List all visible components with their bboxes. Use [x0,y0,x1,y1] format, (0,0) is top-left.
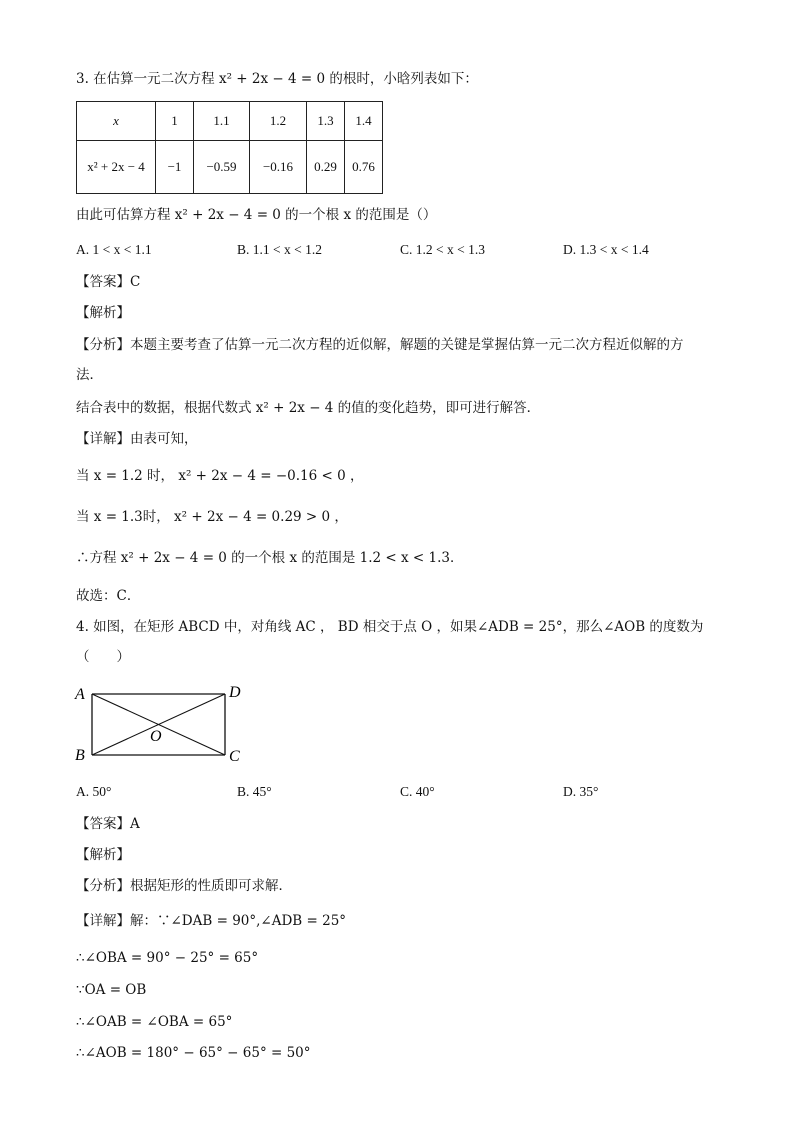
table-header-cell: 1.3 [307,102,345,141]
q3-choice: 故选：C． [76,588,141,604]
label-a: A [75,686,85,703]
q3-option-a: A. 1 < x < 1.1 [76,242,152,257]
q3-detail-line-3: 当 x = 1.3时， x² + 2x − 4 = 0.29 > 0 ， [76,509,348,525]
q4-detail-line-2: ∴∠OBA = 90° − 25° = 65° [76,950,259,966]
q3-option-b: B. 1.1 < x < 1.2 [237,242,322,257]
q4-detail-line-5: ∴∠AOB = 180° − 65° − 65° = 50° [76,1045,311,1061]
table-header-cell: 1.2 [250,102,307,141]
q4-detail-line-3: ∵OA = OB [76,982,147,998]
q4-detail-line-1: 【详解】解：∵∠DAB = 90°,∠ADB = 25° [76,913,347,929]
q4-detail-line-4: ∴∠OAB = ∠OBA = 65° [76,1014,233,1030]
table-header-cell: 1.1 [194,102,250,141]
q3-fenxi-line-3: 结合表中的数据，根据代数式 x² + 2x − 4 的值的变化趋势，即可进行解答． [76,400,541,416]
table-header-cell: x [77,102,156,141]
q3-detail-line-4: ∴方程 x² + 2x − 4 = 0 的一个根 x 的范围是 1.2 < x < 1.3． [76,550,464,566]
table-header-cell: 1.4 [345,102,383,141]
q4-option-d: D. 35° [563,784,599,799]
estimation-table [76,101,383,194]
q3-fenxi-line-2: 法． [76,367,103,383]
table-cell: 0.29 [307,141,345,194]
q4-stem-line-1: 4. 如图，在矩形 ABCD 中，对角线 AC ， BD 相交于点 O ，如果∠ADB = 25°，那么∠AOB 的度数为 [76,619,704,635]
label-c: C [229,748,240,765]
label-b: B [75,747,85,764]
table-cell: x² + 2x − 4 [77,141,156,194]
q3-question: 由此可估算方程 x² + 2x − 4 = 0 的一个根 x 的范围是（） [76,207,437,223]
q4-stem-line-2: （ ） [76,649,130,665]
table-cell: −0.59 [194,141,250,194]
q4-answer: 【答案】A [76,816,140,832]
q4-fenxi: 【分析】根据矩形的性质即可求解． [76,878,292,894]
q4-option-b: B. 45° [237,784,272,799]
q4-option-a: A. 50° [76,784,112,799]
q3-fenxi-line-1: 【分析】本题主要考查了估算一元二次方程的近似解，解题的关键是掌握估算一元二次方程近似解的方 [76,337,684,353]
label-o: O [150,728,162,745]
q3-option-d: D. 1.3 < x < 1.4 [563,242,649,257]
q3-detail-line-1: 【详解】由表可知， [76,431,198,447]
table-cell: 0.76 [345,141,383,194]
table-header-cell: 1 [156,102,194,141]
table-cell: −0.16 [250,141,307,194]
rectangle-figure [70,680,260,770]
table-cell: −1 [156,141,194,194]
q4-analysis-tag: 【解析】 [76,847,130,863]
q3-detail-line-2: 当 x = 1.2 时， x² + 2x − 4 = −0.16 < 0 ， [76,468,364,484]
q3-analysis-tag: 【解析】 [76,305,130,321]
q3-stem: 3. 在估算一元二次方程 x² + 2x − 4 = 0 的根时，小晗列表如下： [76,71,478,87]
q3-answer: 【答案】C [76,274,141,290]
label-d: D [229,684,241,701]
q4-option-c: C. 40° [400,784,435,799]
q3-option-c: C. 1.2 < x < 1.3 [400,242,485,257]
